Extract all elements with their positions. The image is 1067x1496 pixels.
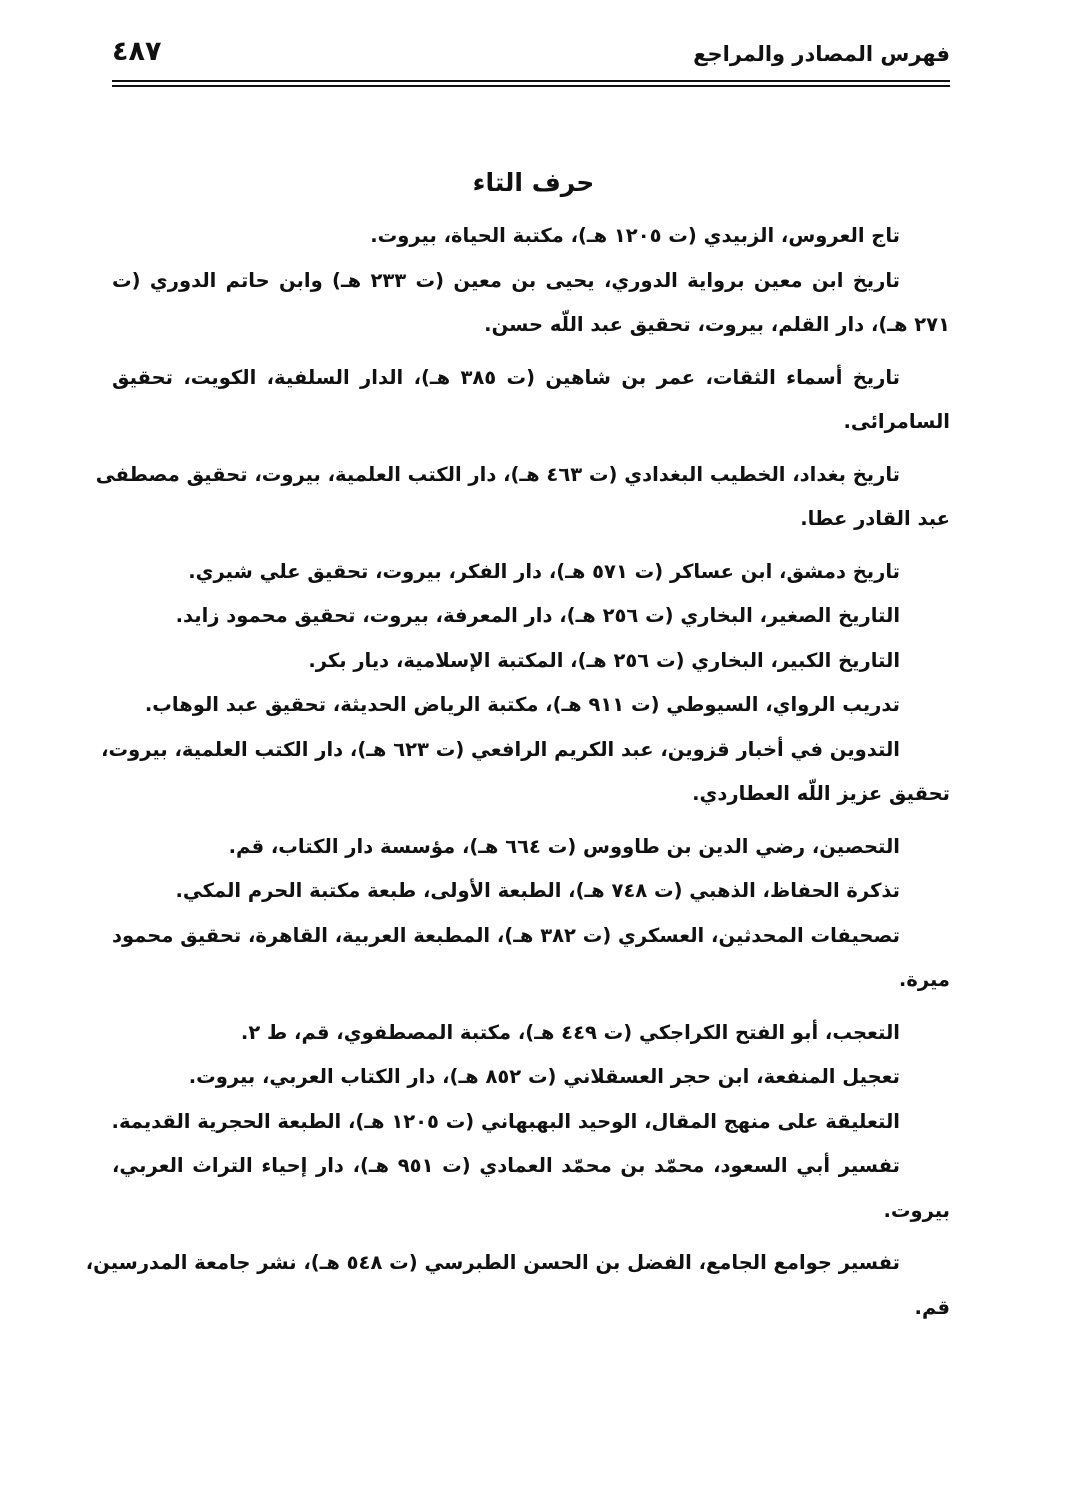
running-header [112,36,950,78]
entry-line: التعليقة على منهج المقال، الوحيد البهبهاني (ت ١٢٠٥ هـ)، الطبعة الحجرية القديمة. [111,1109,900,1133]
bibliography-entry [112,1055,950,1100]
entry-line: التدوين في أخبار قزوين، عبد الكريم الرافعي (ت ٦٢٣ هـ)، دار الكتب العلمية، بيروت، [101,737,900,761]
bibliography-entry [112,259,950,348]
bibliography-entry [112,869,950,914]
entry-continuation-line: تحقيق عزيز اللّه العطاردي. [692,782,950,805]
entry-continuation-line: عبد القادر عطا. [800,507,950,530]
header-rule [112,80,950,82]
entry-line: التحصين، رضي الدين بن طاووس (ت ٦٦٤ هـ)، مؤسسة دار الكتاب، قم. [228,834,900,858]
entry-line: تفسير أبي السعود، محمّد بن محمّد العمادي (ت ٩٥١ هـ)، دار إحياء التراث العربي، [112,1154,900,1177]
bibliography-entry [112,825,950,870]
entry-continuation-line: ميرة. [898,968,950,991]
entry-continuation-line: ٢٧١ هـ)، دار القلم، بيروت، تحقيق عبد اللّه حسن. [484,313,950,336]
bibliography-entry [112,1144,950,1233]
bibliography-entry [85,1241,950,1330]
entry-line: تعجيل المنفعة، ابن حجر العسقلاني (ت ٨٥٢ هـ)، دار الكتاب العربي، بيروت. [188,1065,900,1088]
entry-line: التاريخ الصغير، البخاري (ت ٢٥٦ هـ)، دار المعرفة، بيروت، تحقيق محمود زايد. [175,604,900,627]
entry-line: التعجب، أبو الفتح الكراجكي (ت ٤٤٩ هـ)، مكتبة المصطفوي، قم، ط ٢. [240,1020,900,1044]
entry-line: تدريب الرواي، السيوطي (ت ٩١١ هـ)، مكتبة الرياض الحديثة، تحقيق عبد الوهاب. [144,693,900,716]
bibliography-list [85,214,950,1338]
entry-line: تفسير جوامع الجامع، الفضل بن الحسن الطبرسي (ت ٥٤٨ هـ)، نشر جامعة المدرسين، [85,1251,900,1274]
entry-line: تذكرة الحفاظ، الذهبي (ت ٧٤٨ هـ)، الطبعة الأولى، طبعة مكتبة الحرم المكي. [175,879,900,902]
entry-continuation-line: بيروت. [883,1198,950,1222]
bibliography-entry [101,728,950,817]
bibliography-entry [112,683,950,728]
section-heading: حرف التاء [472,168,595,197]
entry-line: تاريخ أسماء الثقات، عمر بن شاهين (ت ٣٨٥ هـ)، الدار السلفية، الكويت، تحقيق [112,365,900,389]
bibliography-entry [112,550,950,595]
entry-line: تصحيفات المحدثين، العسكري (ت ٣٨٢ هـ)، المطبعة العربية، القاهرة، تحقيق محمود [112,923,901,947]
entry-line: تاريخ دمشق، ابن عساكر (ت ٥٧١ هـ)، دار الفكر، بيروت، تحقيق علي شيري. [188,559,900,583]
bibliography-entry [112,639,950,684]
bibliography-entry [95,453,950,542]
bibliography-entry [112,356,950,445]
entry-continuation-line: السامرائى. [843,410,950,433]
bibliography-entry [112,214,950,259]
entry-continuation-line: قم. [914,1295,950,1319]
entry-line: التاريخ الكبير، البخاري (ت ٢٥٦ هـ)، المكتبة الإسلامية، ديار بكر. [308,648,900,672]
entry-line: تاريخ بغداد، الخطيب البغدادي (ت ٤٦٣ هـ)، دار الكتب العلمية، بيروت، تحقيق مصطفى [95,462,900,486]
bibliography-entry [112,1100,950,1145]
header-title: فهرس المصادر والمراجع [693,42,950,66]
header-rule [112,85,950,87]
bibliography-entry [112,1011,950,1056]
page-number: ٤٨٧ [112,36,162,67]
entry-line: تاج العروس، الزبيدي (ت ١٢٠٥ هـ)، مكتبة الحياة، بيروت. [370,224,900,247]
bibliography-entry [112,914,950,1003]
entry-line: تاريخ ابن معين برواية الدوري، يحيى بن معين (ت ٢٣٣ هـ) وابن حاتم الدوري (ت [112,268,901,292]
bibliography-entry [112,594,950,639]
